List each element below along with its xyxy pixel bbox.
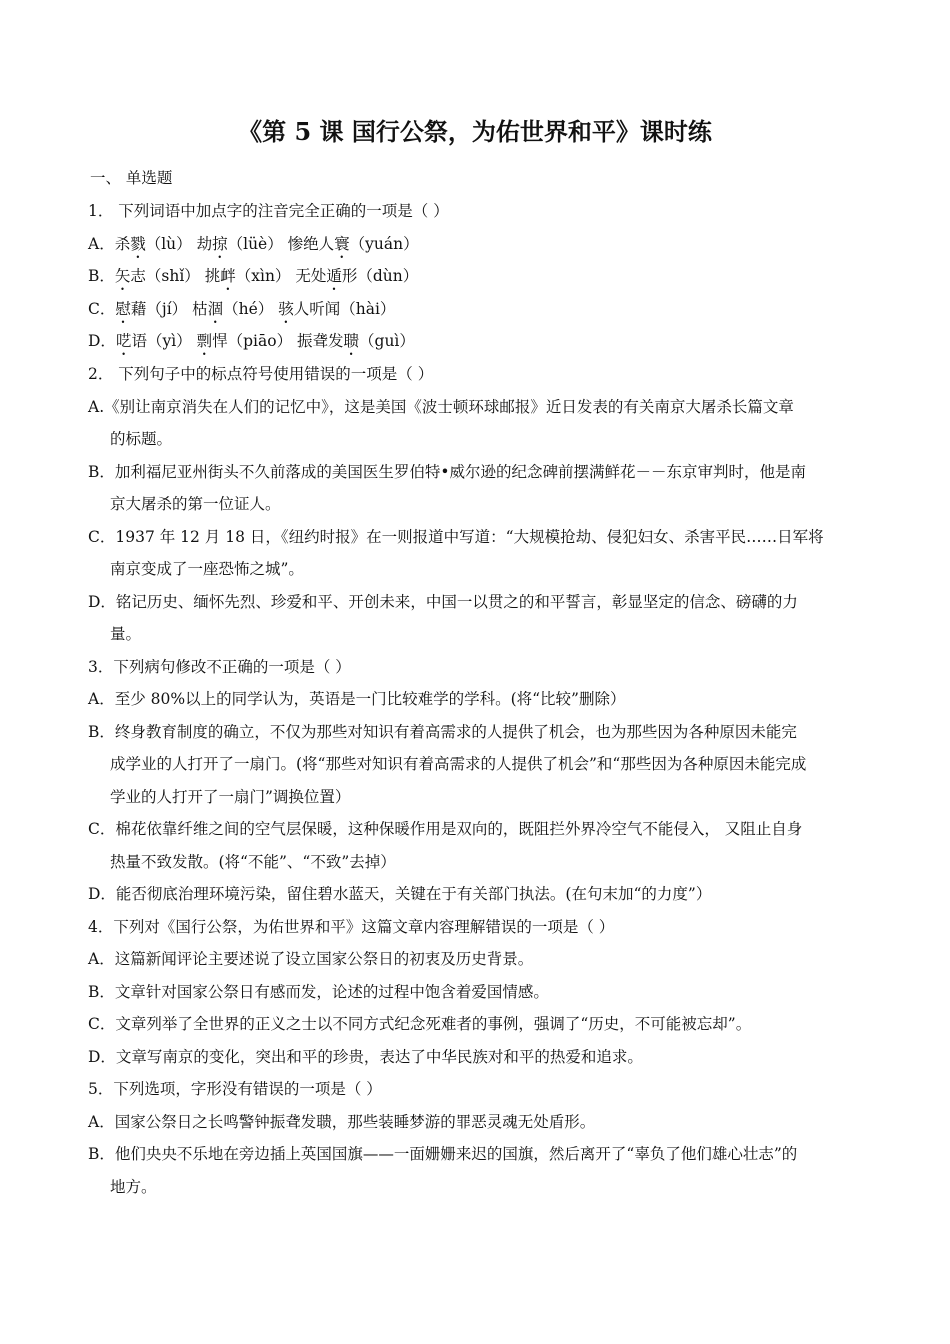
q2-option-d: D．铭记历史、缅怀先烈、珍爱和平、开创未来，中国一以贯之的和平誓言，彰显坚定的信念、磅礴的力 [88, 593, 798, 611]
q2-option-b: B．加利福尼亚州街头不久前落成的美国医生罗伯特•威尔逊的纪念碑前摆满鲜花－－东京审判时，他是南 [88, 463, 807, 481]
q4-option-c: C．文章列举了全世界的正义之士以不同方式纪念死难者的事例，强调了“历史，不可能被忘却”。 [88, 1015, 752, 1033]
emphasis-char: 呓 [115, 332, 132, 350]
q2-option-d-cont: 量。 [110, 625, 142, 643]
emphasis-char: 骇 [278, 300, 294, 318]
q2-option-c-cont: 南京变成了一座恐怖之城”。 [110, 560, 304, 578]
q1-option-d: D．呓语（yì） 剽悍（piāo） 振聋发聩（guì） [88, 332, 415, 350]
q3-option-d: D．能否彻底治理环境污染，留住碧水蓝天，关键在于有关部门执法。(在句末加“的力度”） [88, 885, 712, 903]
emphasis-char: 涸 [207, 300, 224, 318]
q1-option-a: A．杀戮（lù） 劫掠（lüè） 惨绝人寰（yuán） [88, 235, 419, 253]
q3-option-b-cont: 成学业的人打开了一扇门。(将“那些对知识有着高需求的人提供了机会”和“那些因为各种原因未能完成 [110, 755, 807, 773]
q3-option-c-cont: 热量不致发散。(将“不能”、“不致”去掉） [110, 853, 396, 871]
emphasis-char: 寰 [334, 235, 350, 253]
emphasis-char: 聩 [343, 332, 360, 350]
q3-option-a: A．至少 80%以上的同学认为，英语是一门比较难学的学科。(将“比较”删除） [88, 690, 626, 708]
q1-option-c: C．慰藉（jí） 枯涸（hé） 骇人听闻（hài） [88, 300, 396, 318]
emphasis-char: 戮 [130, 235, 146, 253]
q5-option-b-cont: 地方。 [110, 1178, 157, 1196]
q3-stem: 3．下列病句修改不正确的一项是（ ） [88, 658, 351, 676]
q5-stem: 5．下列选项，字形没有错误的一项是（ ） [88, 1080, 382, 1098]
q2-option-c: C．1937 年 12 月 18 日，《纽约时报》在一则报道中写道：“大规模抢劫、侵犯妇女、杀害平民……日军将 [88, 528, 824, 546]
q3-option-b: B．终身教育制度的确立，不仅为那些对知识有着高需求的人提供了机会，也为那些因为各种原因未能完 [88, 723, 797, 741]
emphasis-char: 衅 [220, 267, 236, 285]
q2-option-a: A.《别让南京消失在人们的记忆中》，这是美国《波士顿环球邮报》近日发表的有关南京大屠杀长篇文章 [88, 398, 794, 416]
q2-stem: 2． 下列句子中的标点符号使用错误的一项是（ ） [88, 365, 434, 383]
emphasis-char: 慰 [115, 300, 131, 318]
q4-option-d: D．文章写南京的变化，突出和平的珍贵，表达了中华民族对和平的热爱和追求。 [88, 1048, 643, 1066]
section-heading: 一、 单选题 [90, 169, 173, 187]
emphasis-char: 遁 [326, 267, 342, 285]
q2-option-a-cont: 的标题。 [110, 430, 173, 448]
q4-option-b: B．文章针对国家公祭日有感而发，论述的过程中饱含着爱国情感。 [88, 983, 549, 1001]
emphasis-char: 掠 [212, 235, 228, 253]
q3-option-b-cont2: 学业的人打开了一扇门”调换位置） [110, 788, 351, 806]
q5-option-a: A．国家公祭日之长鸣警钟振聋发聩，那些装睡梦游的罪恶灵魂无处盾形。 [88, 1113, 596, 1131]
q4-option-a: A．这篇新闻评论主要述说了设立国家公祭日的初衷及历史背景。 [88, 950, 534, 968]
emphasis-char: 剽 [196, 332, 213, 350]
emphasis-char: 矢 [114, 267, 131, 285]
q1-stem: 1． 下列词语中加点字的注音完全正确的一项是（ ） [88, 202, 449, 220]
q3-option-c: C．棉花依靠纤维之间的空气层保暖，这种保暖作用是双向的，既阻拦外界冷空气不能侵入， 又阻止自身 [88, 820, 803, 838]
page-title: 《第 5 课 国行公祭，为佑世界和平》课时练 [238, 117, 712, 146]
q5-option-b: B．他们央央不乐地在旁边插上英国国旗——一面姗姗来迟的国旗，然后离开了“辜负了他们雄心壮志”的 [88, 1145, 798, 1163]
q4-stem: 4．下列对《国行公祭，为佑世界和平》这篇文章内容理解错误的一项是（ ） [88, 918, 615, 936]
q1-option-b: B．矢志（shǐ） 挑衅（xìn） 无处遁形（dùn） [88, 267, 419, 285]
q2-option-b-cont: 京大屠杀的第一位证人。 [110, 495, 281, 513]
